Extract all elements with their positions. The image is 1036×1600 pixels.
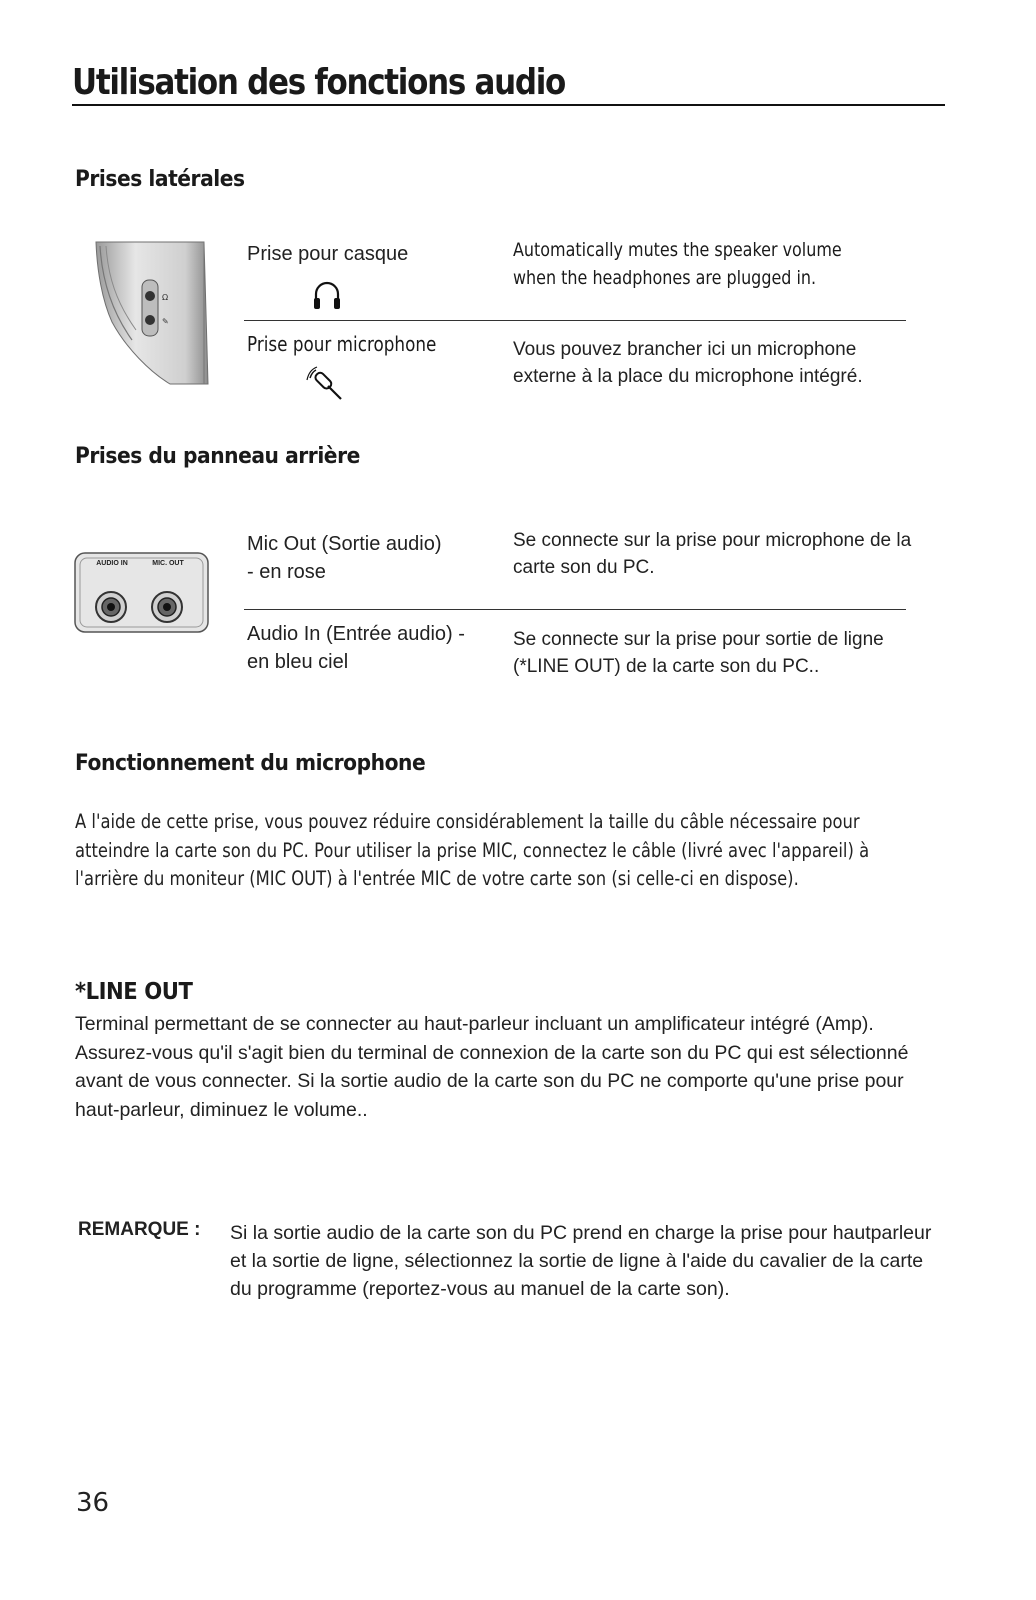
- side-jack-label-microphone: Prise pour microphone: [247, 332, 437, 356]
- remark-label: REMARQUE :: [78, 1219, 201, 1240]
- rear-jack-desc-audio-in: Se connecte sur la prise pour sortie de ligne (*LINE OUT) de la carte son du PC..: [513, 629, 884, 677]
- svg-text:✎: ✎: [162, 317, 169, 326]
- side-jacks-illustration: [92, 240, 212, 390]
- side-jacks-heading: Prises latérales: [75, 167, 245, 192]
- svg-text:Ω: Ω: [162, 293, 169, 302]
- line-out-paragraph: Terminal permettant de se connecter au haut-parleur incluant un amplificateur intégré (Amp). Assurez-vous qu'il s'agit bien du terminal de connexion de la carte son du PC qui est sélectionné avant de vous connecter. Si la sortie audio de la carte son du PC ne comporte qu'une prise pour haut-parleur, diminuez le volume..: [75, 1013, 909, 1121]
- rear-jack-desc-mic-out: Se connecte sur la prise pour microphone de la carte son du PC.: [513, 530, 912, 578]
- page-number: 36: [76, 1488, 110, 1518]
- title-underline: [72, 104, 945, 106]
- side-jack-label-headphones: Prise pour casque: [247, 243, 409, 265]
- headphones-icon: [310, 278, 344, 312]
- rear-jack-label-audio-in: Audio In (Entrée audio) - en bleu ciel: [247, 623, 465, 673]
- mic-out-panel-label: MIC. OUT: [152, 560, 184, 567]
- rear-panel-heading: Prises du panneau arrière: [75, 444, 360, 469]
- page-title: Utilisation des fonctions audio: [72, 62, 566, 103]
- remark-text: Si la sortie audio de la carte son du PC prend en charge la prise pour hautparleur et la sortie de ligne, sélectionnez la sortie de ligne à l'aide du cavalier de la carte du programme (reportez-vous au manuel de la carte son).: [230, 1222, 932, 1300]
- microphone-heading: Fonctionnement du microphone: [75, 751, 426, 776]
- microphone-paragraph: A l'aide de cette prise, vous pouvez réduire considérablement la taille du câble nécessaire pour atteindre la carte son du PC. Pour utiliser la prise MIC, connectez le câble (livré avec l'appareil) à l'arrière du moniteur (MIC OUT) à l'entrée MIC de votre carte son (si celle-ci en dispose).: [75, 810, 870, 890]
- side-jack-desc-microphone: Vous pouvez brancher ici un microphone externe à la place du microphone intégré.: [513, 339, 863, 387]
- rear-jack-label-mic-out: Mic Out (Sortie audio) - en rose: [247, 533, 442, 583]
- rear-panel-divider: [244, 609, 906, 610]
- audio-in-panel-label: AUDIO IN: [96, 560, 128, 567]
- microphone-icon: [306, 366, 346, 404]
- side-jack-desc-headphones: Automatically mutes the speaker volume when the headphones are plugged in.: [513, 239, 842, 289]
- line-out-heading: *LINE OUT: [75, 979, 193, 1005]
- side-jacks-divider: [244, 320, 906, 321]
